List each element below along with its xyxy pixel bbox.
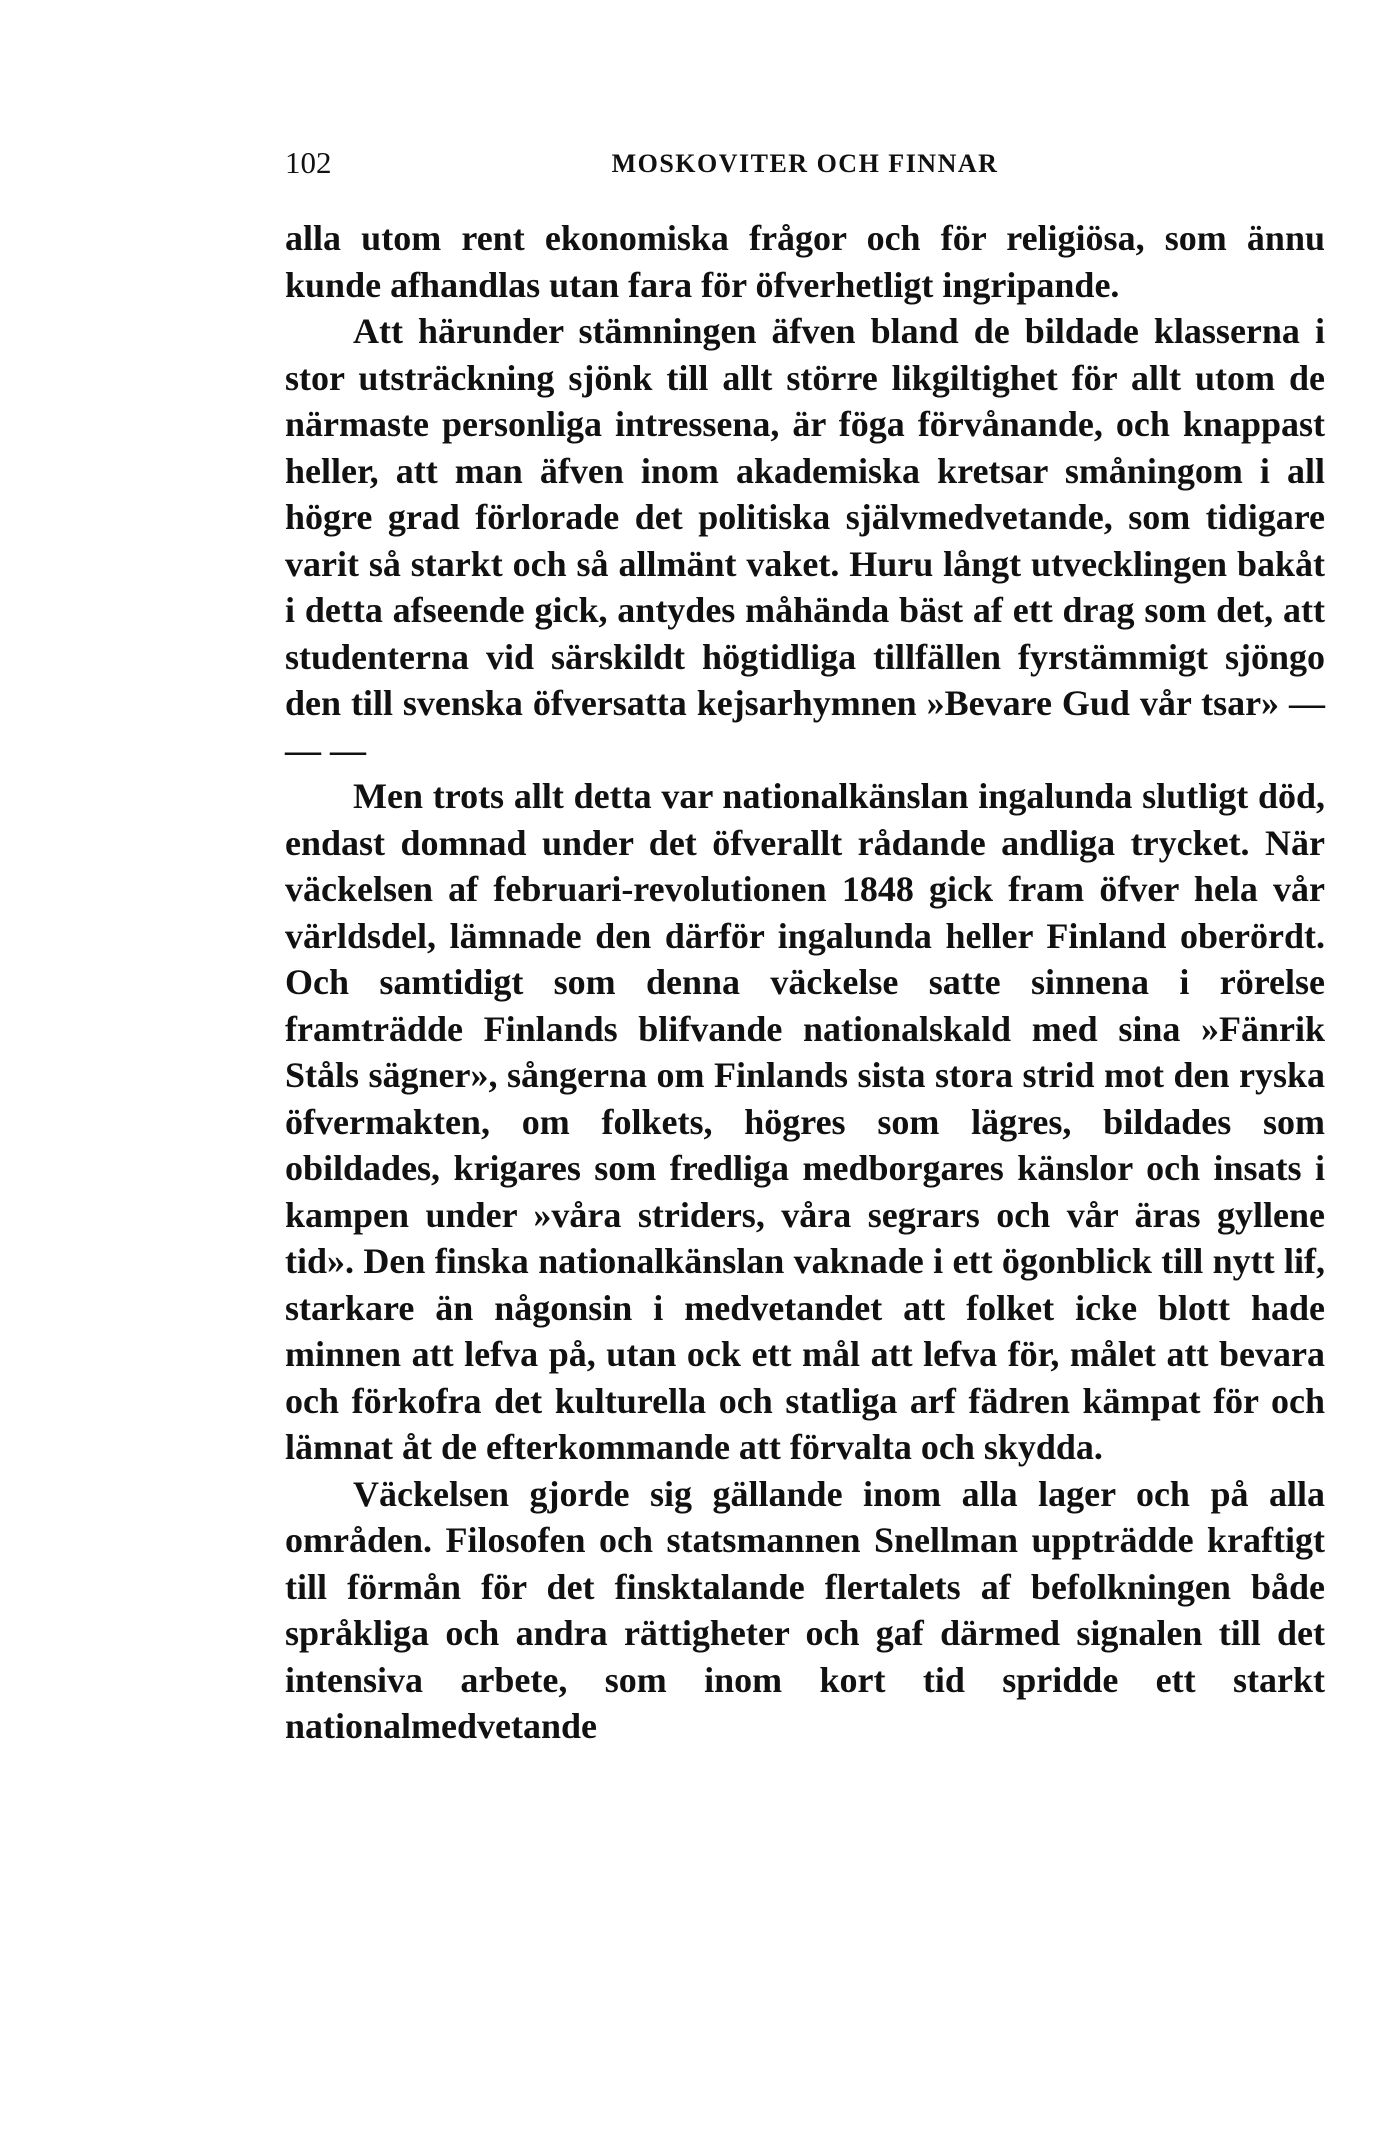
book-page [285,135,1325,1750]
paragraph: Väckelsen gjorde sig gällande inom alla lager och på alla områden. Filosofen och statsmannen Snellman uppträdde kraftigt till förmån för det finsktalande flertalets af befolkningen både språkliga och andra rättigheter och gaf därmed signalen till det intensiva arbete, som inom kort tid spridde ett starkt nationalmedvetande [285,1473,1325,1746]
paragraph: Men trots allt detta var nationalkänslan ingalunda slutligt död, endast domnad under det öfverallt rådande andliga trycket. När väckelsen af februari-revolutionen 1848 gick fram öfver hela vår världsdel, lämnade den därför ingalunda heller Finland oberördt. Och samtidigt som denna väckelse satte sinnena i rörelse framträdde Finlands blifvande nationalskald med sina »Fänrik Ståls sägner», sångerna om Finlands sista stora strid mot den ryska öfvermakten, om folkets, högres som lägres, bildades som obildades, krigares som fredliga medborgares känslor och insats i kampen under »våra striders, våra segrars och vår äras gyllene tid». Den finska nationalkänslan vaknade i ett ögonblick till nytt lif, starkare än någonsin i medvetandet att folket icke blott hade minnen att lefva på, utan ock ett mål att lefva för, målet att bevara och förkofra det kulturella och statliga arf fädren kämpat för och lämnat åt de efterkommande att förvalta och skydda. [285,776,1325,1467]
page-header [285,135,1325,195]
running-title: MOSKOVITER OCH FINNAR [611,149,999,178]
paragraph: Att härunder stämningen äfven bland de bildade klasserna i stor utsträckning sjönk till allt större likgiltighet för allt utom de närmaste personliga intressena, är föga förvånande, och knappast heller, att man äfven inom akademiska kretsar småningom i all högre grad förlorade det politiska självmedvetande, som tidigare varit så starkt och så allmänt vaket. Huru långt utvecklingen bakåt i detta afseende gick, antydes måhända bäst af ett drag som det, att studenterna vid särskildt högtidliga tillfällen fyrstämmigt sjöngo den till svenska öfversatta kejsarhymnen »Bevare Gud vår tsar» — — — [285,311,1325,770]
body-text [285,215,1325,1750]
page-number: 102 [285,145,332,180]
paragraph: alla utom rent ekonomiska frågor och för religiösa, som ännu kunde afhandlas utan fara för öfverhetligt ingripande. [285,218,1325,305]
